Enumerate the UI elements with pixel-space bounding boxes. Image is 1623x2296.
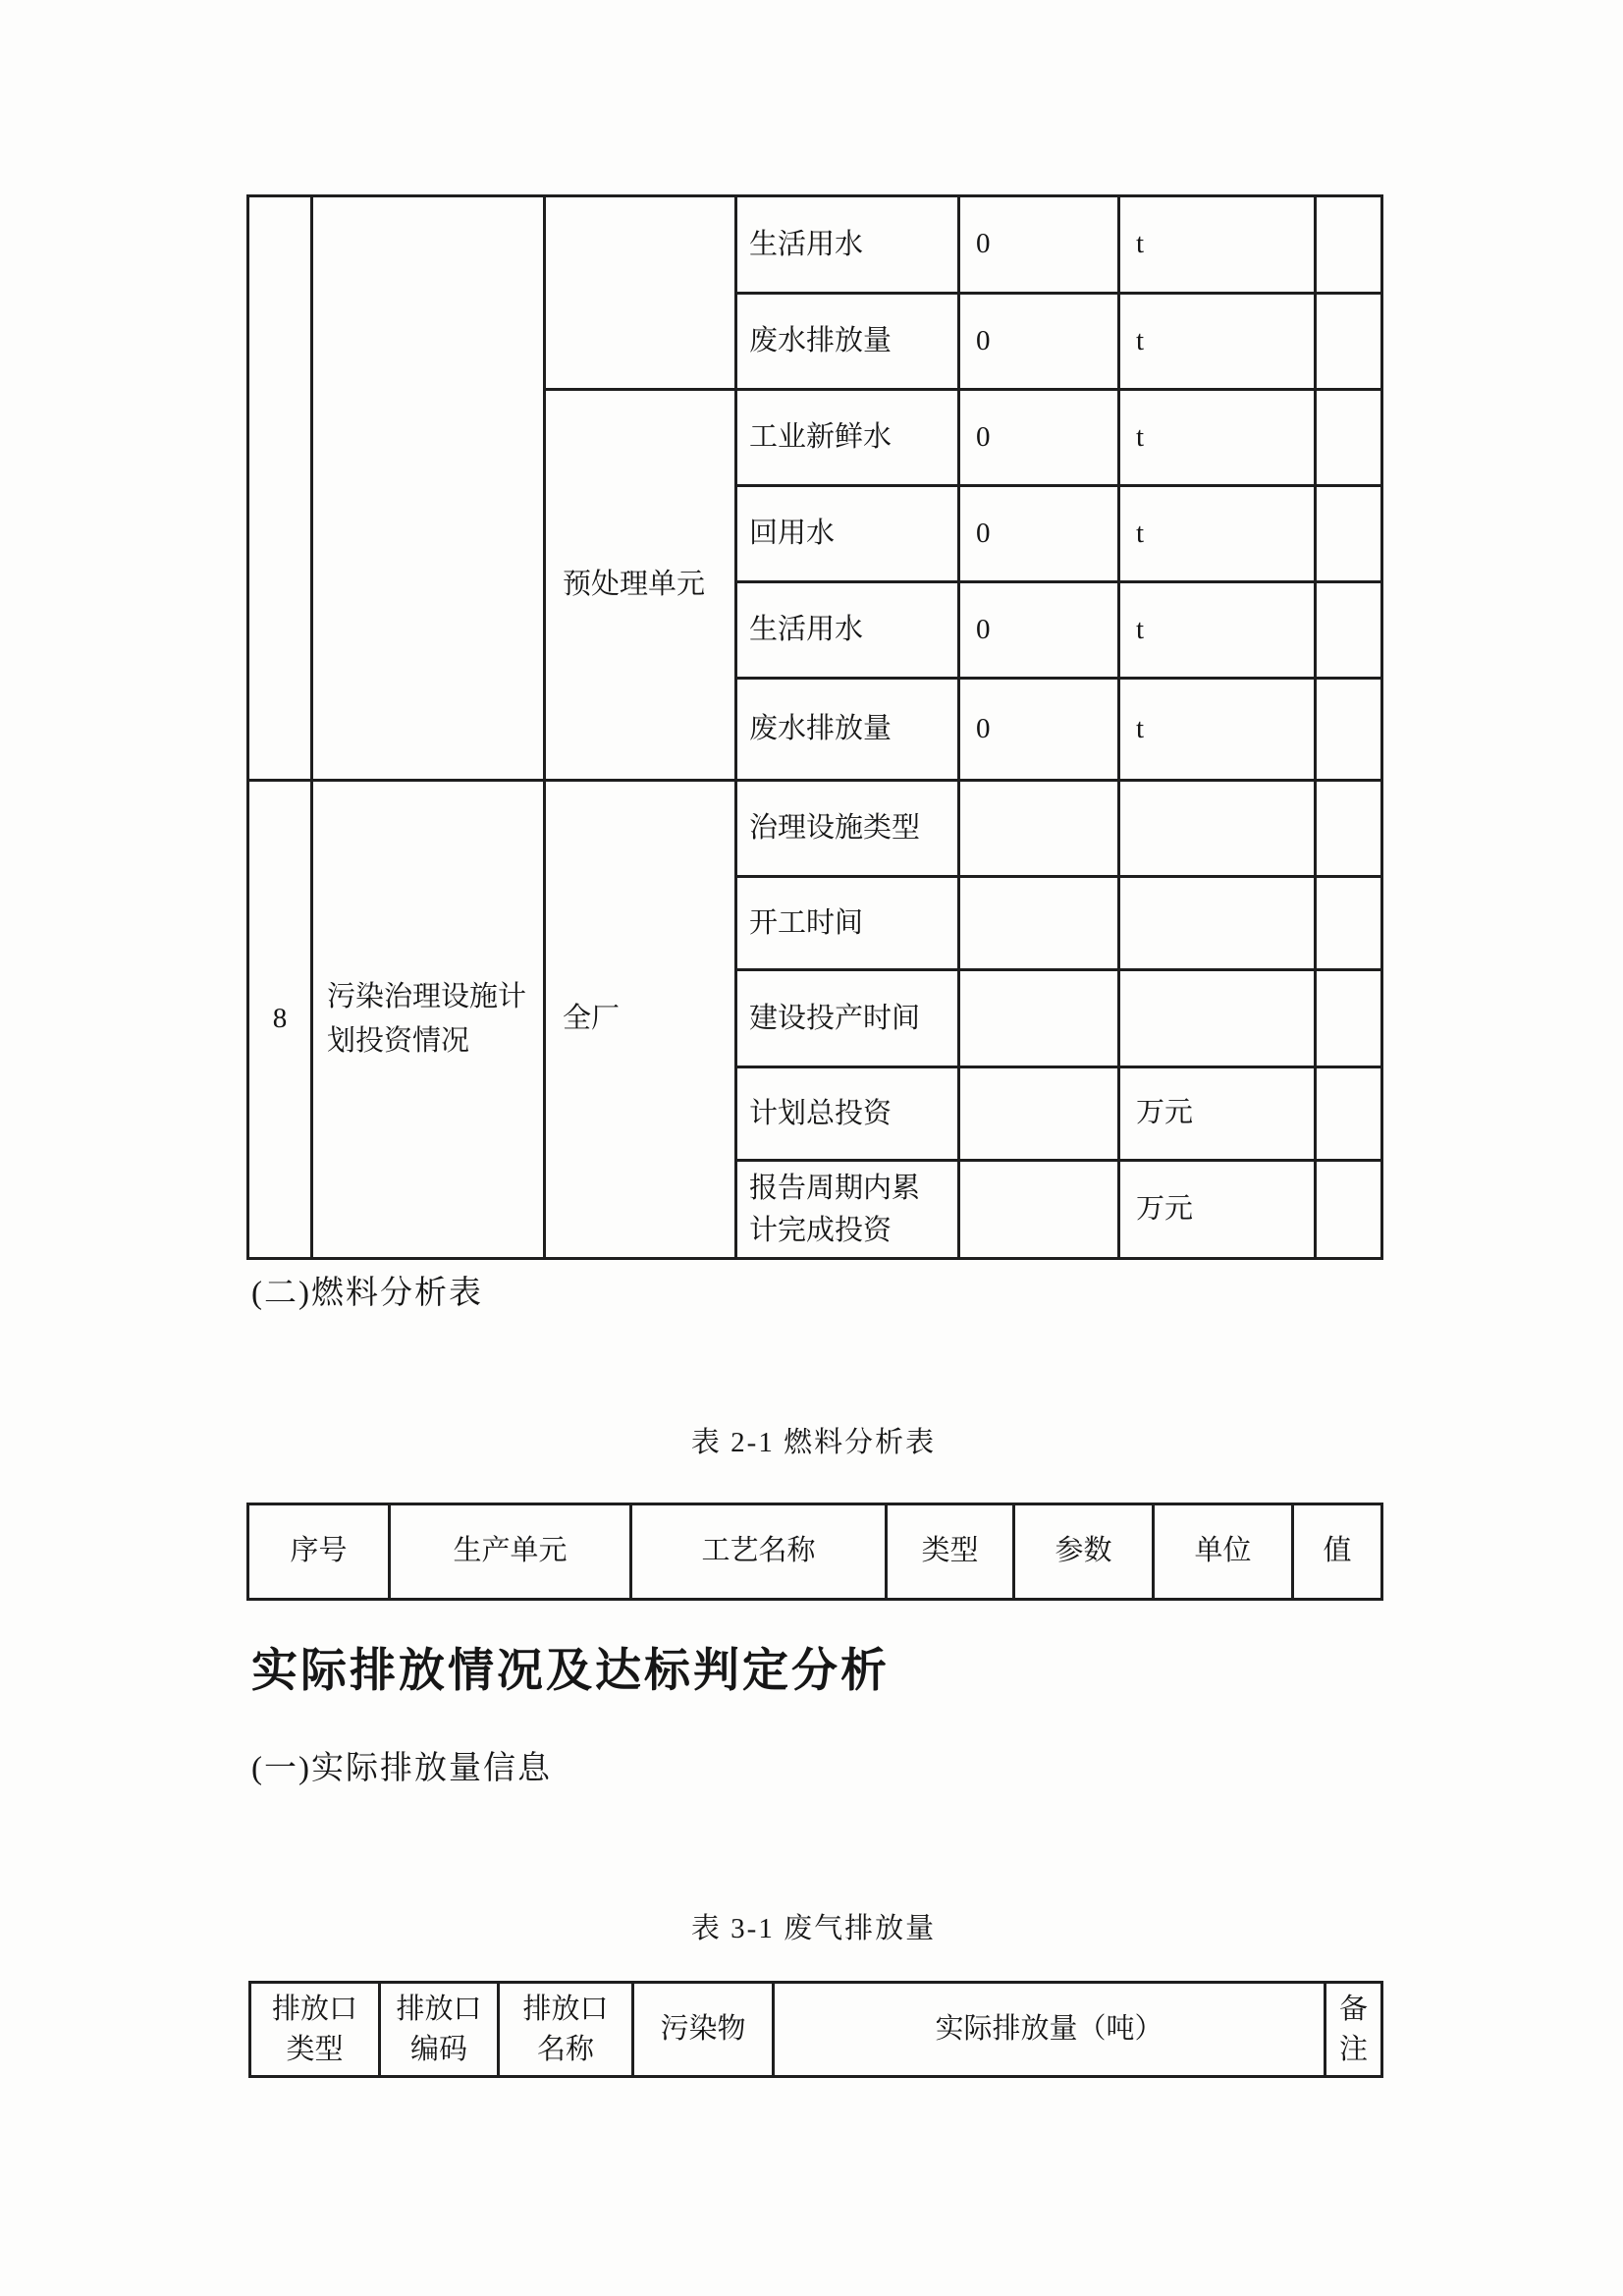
unit-cell — [1119, 970, 1316, 1067]
unit-cell — [1119, 781, 1316, 877]
unit-cell: 万元 — [1119, 1067, 1316, 1161]
unit-cell: t — [1119, 486, 1316, 582]
item-cell-empty — [312, 196, 545, 781]
table-header-row — [250, 1983, 1382, 2077]
param-cell: 治理设施类型 — [736, 781, 959, 877]
table-row — [248, 781, 1382, 877]
column-header: 排放口类型 — [250, 1983, 380, 2077]
param-cell: 废水排放量 — [736, 294, 959, 390]
emission-section-heading: 实际排放情况及达标判定分析 — [251, 1646, 890, 1697]
value-cell — [959, 781, 1119, 877]
remark-cell-empty — [1316, 196, 1382, 294]
unit-cell: t — [1119, 294, 1316, 390]
unit-cell: t — [1119, 582, 1316, 679]
column-header: 类型 — [887, 1504, 1014, 1600]
value-cell — [959, 970, 1119, 1067]
remark-cell-empty — [1316, 486, 1382, 582]
value-cell: 0 — [959, 582, 1119, 679]
remark-cell-empty — [1316, 294, 1382, 390]
unit-group-cell-whole-plant: 全厂 — [545, 781, 736, 1259]
remark-cell-empty — [1316, 679, 1382, 781]
param-cell: 建设投产时间 — [736, 970, 959, 1067]
column-header: 生产单元 — [390, 1504, 631, 1600]
param-cell: 生活用水 — [736, 196, 959, 294]
unit-cell: t — [1119, 196, 1316, 294]
value-cell — [959, 1161, 1119, 1259]
value-cell: 0 — [959, 294, 1119, 390]
fuel-table-caption: 表 2-1 燃料分析表 — [690, 1427, 937, 1458]
pollution-control-table — [246, 194, 1383, 1260]
remark-cell-empty — [1316, 1161, 1382, 1259]
column-header: 参数 — [1014, 1504, 1154, 1600]
value-cell: 0 — [959, 486, 1119, 582]
unit-cell: 万元 — [1119, 1161, 1316, 1259]
column-header: 污染物 — [633, 1983, 774, 2077]
seq-cell-empty — [248, 196, 312, 781]
fuel-analysis-table — [246, 1503, 1383, 1601]
unit-cell: t — [1119, 390, 1316, 486]
seq-cell: 8 — [248, 781, 312, 1259]
table-row — [248, 196, 1382, 294]
remark-cell-empty — [1316, 781, 1382, 877]
param-cell: 生活用水 — [736, 582, 959, 679]
unit-cell — [1119, 877, 1316, 970]
value-cell — [959, 1067, 1119, 1161]
column-header: 排放口编码 — [380, 1983, 499, 2077]
unit-cell: t — [1119, 679, 1316, 781]
column-header: 备注 — [1325, 1983, 1382, 2077]
value-cell — [959, 877, 1119, 970]
param-cell: 废水排放量 — [736, 679, 959, 781]
emission-subsection-heading: (一)实际排放量信息 — [251, 1751, 552, 1786]
remark-cell-empty — [1316, 1067, 1382, 1161]
value-cell: 0 — [959, 679, 1119, 781]
column-header: 实际排放量（吨） — [774, 1983, 1325, 2077]
unit-group-cell-pretreatment: 预处理单元 — [545, 390, 736, 781]
param-cell: 计划总投资 — [736, 1067, 959, 1161]
remark-cell-empty — [1316, 390, 1382, 486]
gas-emission-table-caption: 表 3-1 废气排放量 — [690, 1913, 937, 1944]
remark-cell-empty — [1316, 970, 1382, 1067]
column-header: 单位 — [1154, 1504, 1293, 1600]
remark-cell-empty — [1316, 877, 1382, 970]
item-cell: 污染治理设施计划投资情况 — [312, 781, 545, 1259]
gas-emission-table — [248, 1981, 1383, 2078]
table-header-row — [248, 1504, 1382, 1600]
value-cell: 0 — [959, 390, 1119, 486]
param-cell: 工业新鲜水 — [736, 390, 959, 486]
param-cell: 报告周期内累计完成投资 — [736, 1161, 959, 1259]
column-header: 工艺名称 — [631, 1504, 887, 1600]
column-header: 值 — [1293, 1504, 1382, 1600]
fuel-section-heading: (二)燃料分析表 — [251, 1276, 483, 1311]
column-header: 序号 — [248, 1504, 390, 1600]
column-header: 排放口名称 — [499, 1983, 633, 2077]
value-cell: 0 — [959, 196, 1119, 294]
remark-cell-empty — [1316, 582, 1382, 679]
unit-group-cell-empty — [545, 196, 736, 390]
param-cell: 开工时间 — [736, 877, 959, 970]
param-cell: 回用水 — [736, 486, 959, 582]
